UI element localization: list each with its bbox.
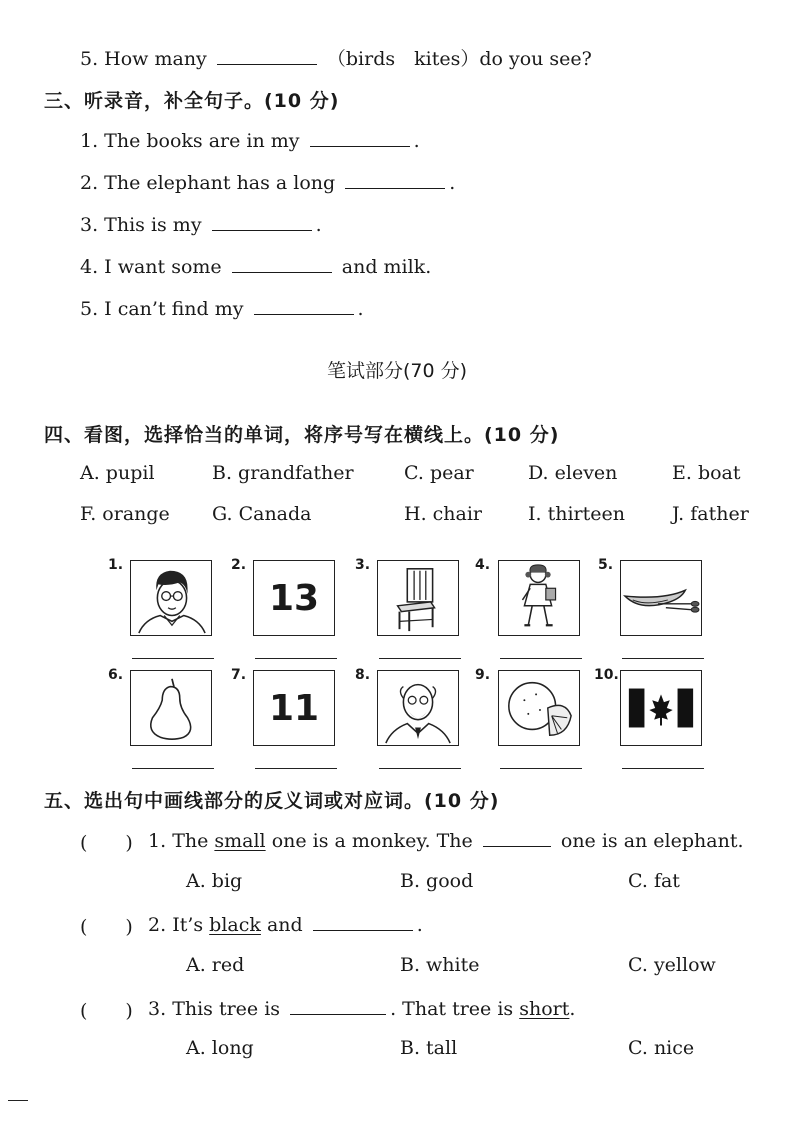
- orange-icon: [498, 670, 580, 746]
- choice-a: A. big: [186, 870, 243, 892]
- page-edge-mark: [8, 1100, 28, 1101]
- picture-number: 9.: [475, 667, 491, 683]
- choice-c: C. fat: [628, 870, 680, 892]
- word-option: H. chair: [404, 503, 483, 525]
- picture-number: 4.: [475, 557, 491, 573]
- written-part-title: 笔试部分(70 分): [326, 360, 468, 382]
- choice-a: A. long: [186, 1037, 254, 1059]
- picture-number: 10.: [594, 667, 619, 683]
- answer-blank[interactable]: [254, 296, 354, 315]
- s3-item-end: .: [413, 130, 420, 152]
- answer-line[interactable]: [132, 768, 214, 769]
- word-option: D. eleven: [528, 462, 618, 484]
- boat-icon: [620, 560, 702, 636]
- number-card-11: [253, 670, 335, 746]
- answer-blank[interactable]: [212, 212, 312, 231]
- question-text: This tree is: [172, 998, 281, 1020]
- answer-line[interactable]: [622, 768, 704, 769]
- choice-b: B. white: [400, 954, 480, 976]
- s3-item-end: .: [449, 172, 456, 194]
- question-number: 1.: [148, 830, 167, 852]
- answer-blank[interactable]: [483, 828, 551, 847]
- answer-line[interactable]: [132, 658, 214, 659]
- pear-icon: [130, 670, 212, 746]
- question-text: and: [266, 914, 303, 936]
- picture-number: 1.: [108, 557, 124, 573]
- s3-item-1: [80, 128, 420, 152]
- word-option: J. father: [672, 503, 749, 525]
- word-option: E. boat: [672, 462, 741, 484]
- underlined-word: short: [519, 998, 570, 1020]
- word-option: I. thirteen: [528, 503, 625, 525]
- answer-blank[interactable]: [290, 996, 386, 1015]
- question-text: one is an elephant.: [560, 830, 744, 852]
- underlined-word: small: [214, 830, 266, 852]
- s5-question-1: [148, 828, 744, 852]
- picture-number: 2.: [231, 557, 247, 573]
- choice-c: C. yellow: [628, 954, 716, 976]
- q2-item5-choices: （birds kites）do you see?: [326, 48, 592, 70]
- choice-c: C. nice: [628, 1037, 695, 1059]
- question-number: 3.: [148, 998, 167, 1020]
- number-card-text: 11: [268, 687, 320, 729]
- answer-line[interactable]: [622, 658, 704, 659]
- picture-number: 3.: [355, 557, 371, 573]
- s3-item-4: [80, 254, 431, 278]
- word-option: B. grandfather: [212, 462, 354, 484]
- canada-flag-icon: [620, 670, 702, 746]
- answer-blank[interactable]: [217, 46, 317, 65]
- section4-heading: 四、看图，选择恰当的单词，将序号写在横线上。(10 分): [44, 424, 560, 446]
- picture-number: 6.: [108, 667, 124, 683]
- answer-blank[interactable]: [310, 128, 410, 147]
- answer-blank[interactable]: [232, 254, 332, 273]
- question-text: .: [416, 914, 423, 936]
- s3-item-text: 3. This is my: [80, 214, 202, 236]
- q2-item5: [80, 44, 592, 71]
- answer-parentheses[interactable]: ( ): [80, 916, 133, 938]
- choice-b: B. tall: [400, 1037, 458, 1059]
- girl-pupil-icon: [498, 560, 580, 636]
- answer-line[interactable]: [255, 658, 337, 659]
- section3-heading: 三、听录音，补全句子。(10 分): [44, 90, 340, 112]
- answer-line[interactable]: [379, 658, 461, 659]
- boy-face-icon: [130, 560, 212, 636]
- question-text: . That tree is: [390, 998, 514, 1020]
- grandfather-icon: [377, 670, 459, 746]
- choice-b: B. good: [400, 870, 474, 892]
- question-text: It’s: [172, 914, 204, 936]
- choice-a: A. red: [186, 954, 245, 976]
- question-text: .: [569, 998, 576, 1020]
- s5-question-2: [148, 912, 423, 936]
- answer-blank[interactable]: [345, 170, 445, 189]
- s3-item-end: .: [357, 298, 364, 320]
- s3-item-end: and milk.: [341, 256, 432, 278]
- answer-line[interactable]: [379, 768, 461, 769]
- s3-item-text: 1. The books are in my: [80, 130, 300, 152]
- chair-icon: [377, 560, 459, 636]
- answer-line[interactable]: [500, 768, 582, 769]
- question-number: 2.: [148, 914, 167, 936]
- section5-heading: 五、选出句中画线部分的反义词或对应词。(10 分): [44, 790, 500, 812]
- word-option: F. orange: [80, 503, 170, 525]
- word-option: G. Canada: [212, 503, 312, 525]
- word-option: C. pear: [404, 462, 474, 484]
- answer-line[interactable]: [500, 658, 582, 659]
- answer-parentheses[interactable]: ( ): [80, 832, 133, 854]
- answer-parentheses[interactable]: ( ): [80, 1000, 133, 1022]
- underlined-word: black: [209, 914, 261, 936]
- picture-number: 5.: [598, 557, 614, 573]
- s3-item-end: .: [315, 214, 322, 236]
- s3-item-2: [80, 170, 455, 194]
- answer-blank[interactable]: [313, 912, 413, 931]
- number-card-text: 13: [268, 577, 320, 619]
- q2-item5-text: 5. How many: [80, 48, 207, 70]
- question-text: one is a monkey. The: [271, 830, 473, 852]
- s3-item-3: [80, 212, 322, 236]
- s3-item-text: 2. The elephant has a long: [80, 172, 336, 194]
- s3-item-5: [80, 296, 364, 320]
- s3-item-text: 5. I can’t find my: [80, 298, 244, 320]
- picture-number: 7.: [231, 667, 247, 683]
- answer-line[interactable]: [255, 768, 337, 769]
- picture-number: 8.: [355, 667, 371, 683]
- number-card-13: [253, 560, 335, 636]
- word-option: A. pupil: [80, 462, 155, 484]
- s3-item-text: 4. I want some: [80, 256, 222, 278]
- question-text: The: [172, 830, 209, 852]
- s5-question-3: [148, 996, 575, 1020]
